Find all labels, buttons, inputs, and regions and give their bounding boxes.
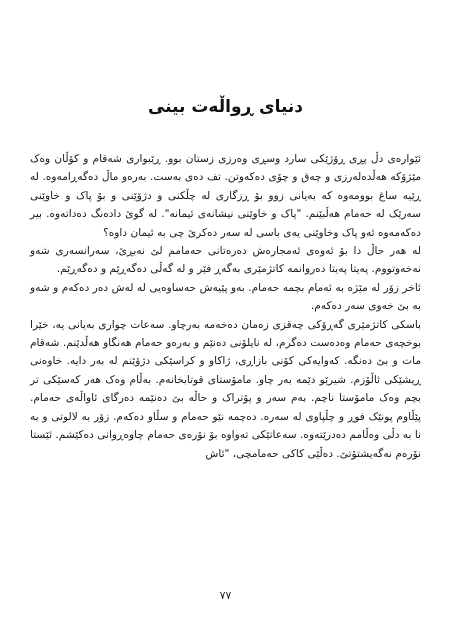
paragraph: ئێوارەی دڵ پڕی ڕۆژێکی سارد وسڕی وەرزی زستان بوو. ڕێبواری شەقام و کۆڵان وەک مێژۆکە هەڵدەلەرزی و چەق و چۆی دەکەوتن. تف دەی بەست. بەرەو ماڵ دەگەڕامەوە. لە ڕێیە ساغ بوومەوە کە بەیانی زوو بۆ ڕزگاری لە چڵکنی و دژۆێنی و بۆ پاک و خاوێنی سەرێک لە حەمام هەڵبێنم. "پاک و خاوێنی نیشانەی ئیمانە". لە گوێ دادەنگ دەداتەوە. بیر دەکەمەوە ئەو پاک وخاوێنی یەی باسی لە سەر دەکرێ چی بە ئیمان داوە؟ bbox=[30, 153, 421, 239]
paragraph: باسکی کاتژمێری گەڕۆکی چەقزی زەمان دەخەمە بەرچاو. سەعات چواری بەیانی یە، خێرا بوخچەی حەمام وەدەست دەگرم، لە نایلۆنی دەنێم و بەرەو حەمام هەنگاو هەڵدێنم. شەقام مات و بێ دەنگە. کەوایەکی کۆنی بازاڕی، ژاکاو و کراسێکی دژۆێنم لە بەر دایە. خاوەنی ڕیشێکی ئاڵۆزم. شیرێو دێمە بەر چاو. مامۆستای قوتابخانەم. بەڵام وەک هەر کەسێکی تر بچم وەک مامۆستا ناچم. بەم سەر و پۆتراک و حاڵە بێ دەنێمە دەرگای ئاواڵەی حەمام. پێڵاوم پونێک فوڕ و چڵپاوی لە سەرە. دەچمە نێو حەمام و سڵاو دەکەم. زۆر بە لالوتی و بە نا بە دڵی وەڵامم دەدرێتەوە. سەعاتێکی تەواوە بۆ نۆرەی حەمام چاوەڕوانی دەکێشم. ئێستا نۆرەم نەگەیشتۆتێ. دەڵێی کاکی حەمامچی، "ئاش bbox=[30, 318, 421, 460]
page-number: ٧٧ bbox=[219, 589, 232, 602]
page-title: دنیای ڕواڵەت بینی bbox=[147, 97, 304, 117]
paragraph: لە هەر حاڵ دا بۆ ئەوەی ئەمجارەش دەرەتانی حەمامم لێ نەبڕێ، سەرانسەری شەو نەخەوتووم. پەیتا پەیتا دەروانمە کاتژمێری بەگەڕ فێر و لە گەڵی دەگەڕێم و دەگەڕێم. bbox=[30, 245, 421, 276]
paragraph: ئاخر زۆر لە مێژە بە ئەمام بچمە حەمام. بەو پێیەش حەساوەیی لە لەش دەر دەکەم و شەو بە بێ خەوی سەر دەکەم. bbox=[30, 281, 421, 313]
body-text bbox=[30, 150, 421, 463]
